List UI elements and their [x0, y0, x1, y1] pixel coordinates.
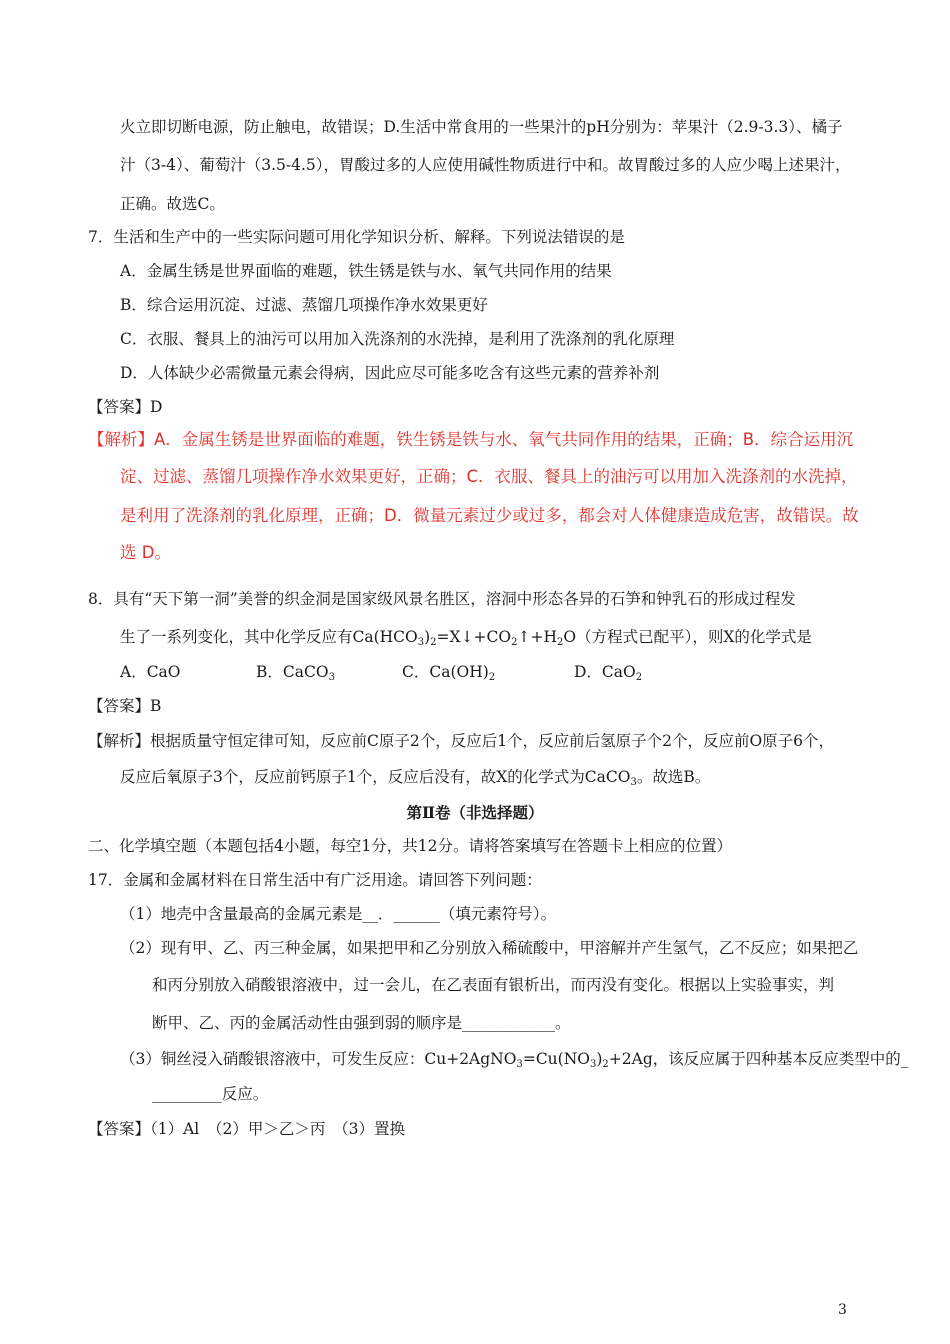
q17-part-3-line-2: _________反应。	[152, 1085, 269, 1103]
q17-part-1: （1）地壳中含量最高的金属元素是__．______（填元素符号）。	[120, 905, 557, 923]
q7-answer: 【答案】D	[88, 398, 163, 416]
q7-option-d: D．人体缺少必需微量元素会得病，因此应尽可能多吃含有这些元素的营养补剂	[120, 364, 660, 382]
intro-line-1: 火立即切断电源，防止触电，故错误；D.生活中常食用的一些果汁的pH分别为：苹果汁（2.9-3.3）、橘子	[120, 118, 843, 136]
q17-part-2-line-2: 和丙分别放入硝酸银溶液中，过一会儿，在乙表面有银析出，而丙没有变化。根据以上实验事实，判	[152, 976, 835, 994]
q7-option-c: C．衣服、餐具上的油污可以用加入洗涤剂的水洗掉，是利用了洗涤剂的乳化原理	[120, 330, 675, 348]
page-number: 3	[838, 1302, 847, 1318]
intro-line-2: 汁（3-4）、葡萄汁（3.5-4.5），胃酸过多的人应使用碱性物质进行中和。故胃酸过多的人应少喝上述果汁，	[120, 156, 851, 174]
q7-analysis-line-3: 是利用了洗涤剂的乳化原理，正确；D．微量元素过少或过多，都会对人体健康造成危害，故错误。故	[120, 506, 859, 525]
section-subtitle: 二、化学填空题（本题包括4小题，每空1分，共12分。请将答案填写在答题卡上相应的位置）	[88, 837, 732, 855]
q8-analysis-line-1: 【解析】根据质量守恒定律可知，反应前C原子2个，反应后1个，反应前后氢原子个2个，反应前O原子6个，	[88, 732, 835, 750]
q8-answer: 【答案】B	[88, 697, 162, 715]
q17-part-2-line-1: （2）现有甲、乙、丙三种金属，如果把甲和乙分别放入稀硫酸中，甲溶解并产生氢气，乙不反应；如果把乙	[120, 939, 859, 957]
q7-analysis-line-4: 选 D。	[120, 543, 171, 562]
q7-analysis-line-2: 淀、过滤、蒸馏几项操作净水效果更好，正确；C．衣服、餐具上的油污可以用加入洗涤剂的水洗掉，	[120, 467, 858, 486]
q8-option-c: C．$Ca(OH)_2$	[402, 663, 496, 683]
q8-option-b: B．CaCO$_3$	[256, 663, 335, 683]
q7-analysis-line-1: 【解析】A．金属生锈是世界面临的难题，铁生锈是铁与水、氧气共同作用的结果，正确；B．综合运用沉	[88, 430, 854, 449]
q8-analysis-line-2: 反应后氧原子3个，反应前钙原子1个，反应后没有，故X的化学式为CaCO$_3$。故选B。	[120, 768, 711, 788]
section-title: 第Ⅱ卷（非选择题）	[406, 803, 544, 822]
q8-option-d: D．CaO$_2$	[574, 663, 643, 683]
q17-stem: 17．金属和金属材料在日常生活中有广泛用途。请回答下列问题：	[88, 871, 542, 889]
q17-part-2-line-3: 断甲、乙、丙的金属活动性由强到弱的顺序是____________。	[152, 1014, 571, 1032]
intro-line-3: 正确。故选C。	[120, 195, 225, 213]
q8-stem-line-2: 生了一系列变化，其中化学反应有$Ca(HCO_3)_2=X↓+CO_2↑+H_2O$（方程式已配平），则X的化学式是	[120, 628, 812, 648]
q8-option-a: A．CaO	[120, 663, 181, 681]
q7-stem: 7．生活和生产中的一些实际问题可用化学知识分析、解释。下列说法错误的是	[88, 228, 625, 246]
q8-stem-line-1: 8．具有“天下第一洞”美誉的织金洞是国家级风景名胜区，溶洞中形态各异的石笋和钟乳石的形成过程发	[88, 590, 796, 608]
q17-part-3-line-1: （3）铜丝浸入硝酸银溶液中，可发生反应：$Cu+2AgNO_3=Cu(NO_3)_2+2Ag$，该反应属于四种基本反应类型中的_	[120, 1050, 909, 1070]
q7-option-b: B．综合运用沉淀、过滤、蒸馏几项操作净水效果更好	[120, 296, 488, 314]
q17-answer: 【答案】（1）Al （2）甲＞乙＞丙 （3）置换	[88, 1120, 405, 1138]
q7-option-a: A．金属生锈是世界面临的难题，铁生锈是铁与水、氧气共同作用的结果	[120, 262, 612, 280]
